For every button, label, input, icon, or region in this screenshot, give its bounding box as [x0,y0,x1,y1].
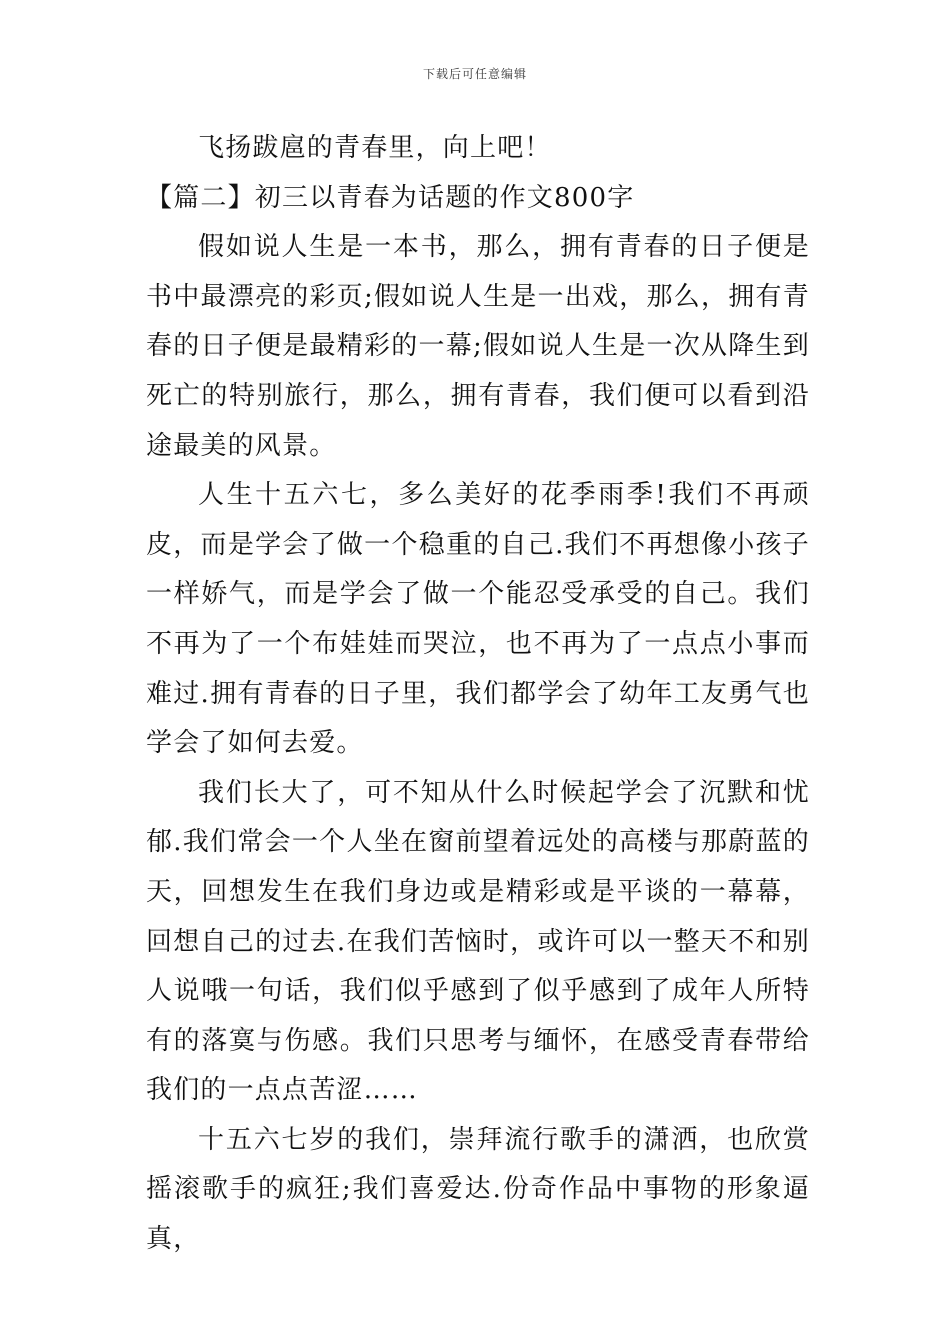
paragraph: 假如说人生是一本书，那么，拥有青春的日子便是书中最漂亮的彩页;假如说人生是一出戏，那么，拥有青春的日子便是最精彩的一幕;假如说人生是一次从降生到死亡的特别旅行，那么，拥有青春，我们便可以看到沿途最美的风景。 [146,232,810,461]
paragraph: 十五六七岁的我们，崇拜流行歌手的潇洒，也欣赏摇滚歌手的疯狂;我们喜爱达.份奇作品中事物的形象逼真， [146,1124,810,1255]
section-heading: 【篇二】初三以青春为话题的作文800字 [146,182,635,213]
paragraph-closing-line: 飞扬跋扈的青春里，向上吧！ [198,133,552,163]
header-note: 下载后可任意编辑 [422,67,527,81]
paragraph: 我们长大了，可不知从什么时候起学会了沉默和忧郁.我们常会一个人坐在窗前望着远处的高楼与那蔚蓝的天，回想发生在我们身边或是精彩或是平谈的一幕幕，回想自己的过去.在我们苦恼时，或许可以一整天不和别人说哦一句话，我们似乎感到了似乎感到了成年人所特有的落寞与伤感。我们只思考与缅怀，在感受青春带给我们的一点点苦涩…… [146,777,810,1106]
document-body [146,124,810,1265]
paragraph: 人生十五六七，多么美好的花季雨季!我们不再顽皮，而是学会了做一个稳重的自己.我们不再想像小孩子一样娇气，而是学会了做一个能忍受承受的自己。我们不再为了一个布娃娃而哭泣，也不再为了一点点小事而难过.拥有青春的日子里，我们都学会了幼年工友勇气也学会了如何去爱。 [146,480,810,759]
